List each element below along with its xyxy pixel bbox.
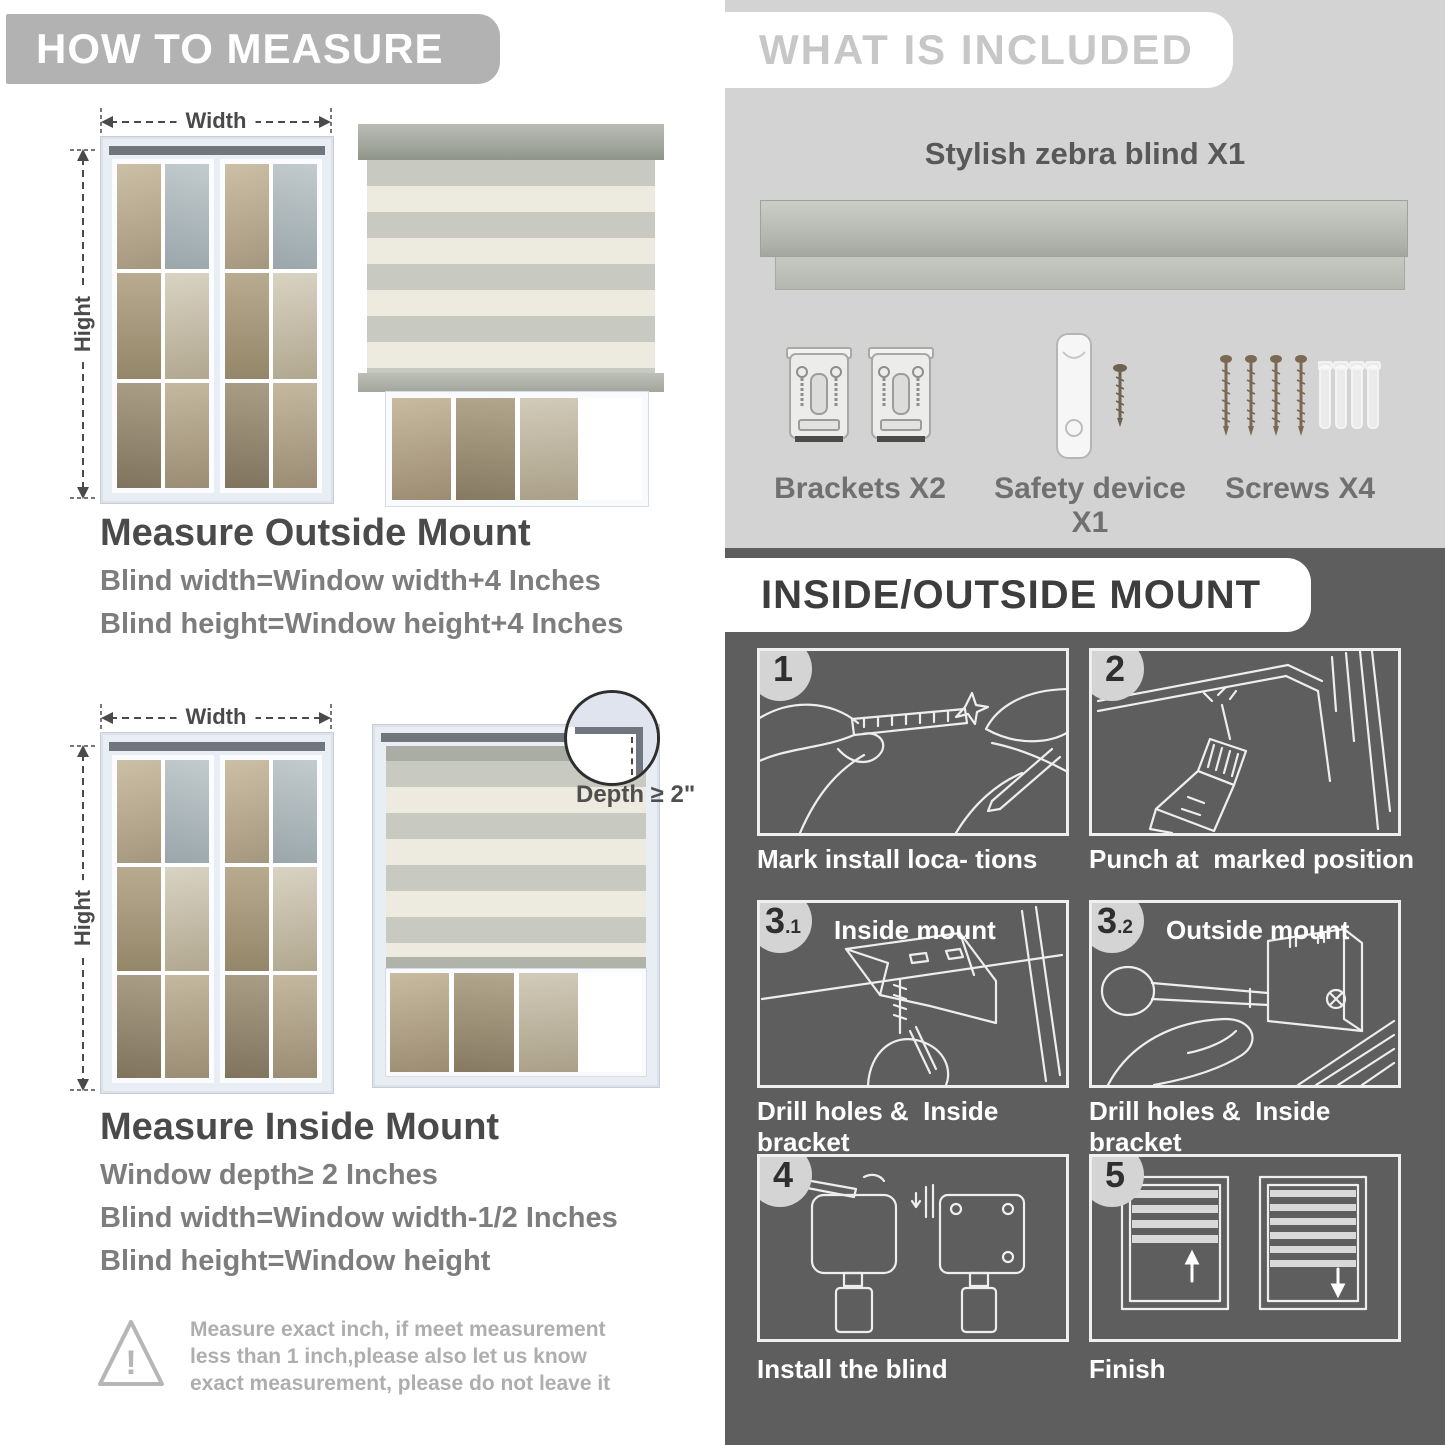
width-label: Width	[177, 108, 256, 134]
bracket-icon	[785, 344, 853, 448]
window-head-bar	[109, 146, 325, 155]
height-arrow-icon	[70, 744, 96, 1092]
window-head-bar	[109, 742, 325, 751]
outside-mount-blind-figure	[358, 116, 664, 500]
step-caption: Finish	[1089, 1354, 1166, 1384]
what-is-included-header: WHAT IS INCLUDED	[725, 12, 1233, 88]
step-caption: Punch at marked position	[1089, 844, 1415, 874]
inside-outside-mount-header: INSIDE/OUTSIDE MOUNT	[725, 558, 1311, 632]
outside-mount-title: Measure Outside Mount	[100, 512, 531, 554]
headrail-illustration	[760, 200, 1408, 257]
inside-mount-window-figure	[70, 698, 362, 1100]
what-is-included-panel	[725, 0, 1445, 548]
step-card-5	[1089, 1154, 1401, 1342]
component-screws	[1180, 330, 1420, 506]
safety-device-label: Safety device X1	[994, 472, 1186, 539]
screws-label: Screws X4	[1224, 472, 1376, 505]
measure-warning	[96, 1316, 656, 1397]
screw-icon	[1293, 354, 1309, 438]
step-card-1	[757, 648, 1069, 836]
outside-mount-formula: Blind height=Window height+4 Inches	[100, 608, 624, 640]
step-caption: Install the blind	[757, 1354, 948, 1384]
step-caption: Drill holes & Inside bracket	[757, 1096, 1006, 1157]
step-number-badge: 3 .2	[1089, 900, 1144, 953]
screw-icon	[1268, 354, 1284, 438]
warning-triangle-icon	[96, 1316, 166, 1394]
how-to-measure-header: HOW TO MEASURE	[6, 14, 500, 84]
height-label: Hight	[70, 286, 96, 362]
step-card-4	[757, 1154, 1069, 1342]
safety-device-icon	[1051, 330, 1097, 462]
step-number-badge: 4	[757, 1154, 812, 1207]
svg-text:!: !	[125, 1344, 137, 1382]
window-leaf	[220, 755, 322, 1083]
height-label: Hight	[70, 880, 96, 956]
window-leaf	[112, 755, 214, 1083]
bracket-icon	[867, 344, 935, 448]
step-caption: Mark install loca- tions	[757, 844, 1038, 874]
width-label: Width	[177, 704, 256, 730]
screw-icon	[1111, 363, 1129, 429]
window-leaf	[220, 159, 322, 493]
step-number-badge: 2	[1089, 648, 1144, 701]
outside-mount-text	[100, 512, 680, 651]
inside-mount-text	[100, 1106, 690, 1288]
inside-mount-formula: Blind width=Window width-1/2 Inches	[100, 1202, 618, 1234]
step-caption: Drill holes & Inside bracket	[1089, 1096, 1338, 1157]
component-brackets	[750, 330, 970, 506]
inside-mount-formula: Blind height=Window height	[100, 1245, 491, 1277]
step-number-badge: 5	[1089, 1154, 1144, 1207]
step-number-badge: 3 .1	[757, 900, 812, 953]
outside-mount-formula: Blind width=Window width+4 Inches	[100, 565, 601, 597]
step-inner-label: Outside mount	[1166, 915, 1350, 945]
screw-icon	[1218, 354, 1234, 438]
window-illustration	[100, 136, 334, 504]
inside-outside-mount-panel	[725, 548, 1445, 1445]
blind-bottom-rail	[358, 373, 664, 392]
width-arrow-icon	[100, 108, 332, 134]
wall-anchor-icons	[1318, 358, 1382, 434]
inside-mount-formula: Window depth≥ 2 Inches	[100, 1159, 438, 1191]
step-card-2	[1089, 648, 1401, 836]
outside-mount-window-figure	[70, 104, 362, 506]
height-arrow-icon	[70, 148, 96, 500]
step-card-3-2	[1089, 900, 1401, 1088]
screw-icon	[1243, 354, 1259, 438]
zebra-fabric	[367, 160, 655, 373]
inside-mount-title: Measure Inside Mount	[100, 1106, 500, 1148]
window-glimpse	[386, 392, 648, 506]
window-illustration	[100, 732, 334, 1094]
depth-magnifier-icon	[564, 690, 660, 786]
step-number-badge: 1	[757, 648, 812, 701]
warning-text: Measure exact inch, if meet measurement less than 1 inch,please also let us know exact measurement, please do not leave it	[190, 1318, 611, 1395]
width-arrow-icon	[100, 704, 332, 730]
window-glimpse	[386, 969, 646, 1076]
blind-bottom-rail	[386, 957, 646, 969]
window-leaf	[112, 159, 214, 493]
component-safety-device	[985, 330, 1195, 540]
step-inner-label: Inside mount	[834, 915, 996, 945]
step-card-3-1	[757, 900, 1069, 1088]
headrail-fabric-roll	[775, 257, 1405, 290]
blind-cassette	[358, 124, 664, 160]
brackets-label: Brackets X2	[774, 472, 946, 505]
product-label: Stylish zebra blind X1	[924, 136, 1246, 171]
depth-requirement-label: Depth ≥ 2"	[576, 781, 696, 808]
